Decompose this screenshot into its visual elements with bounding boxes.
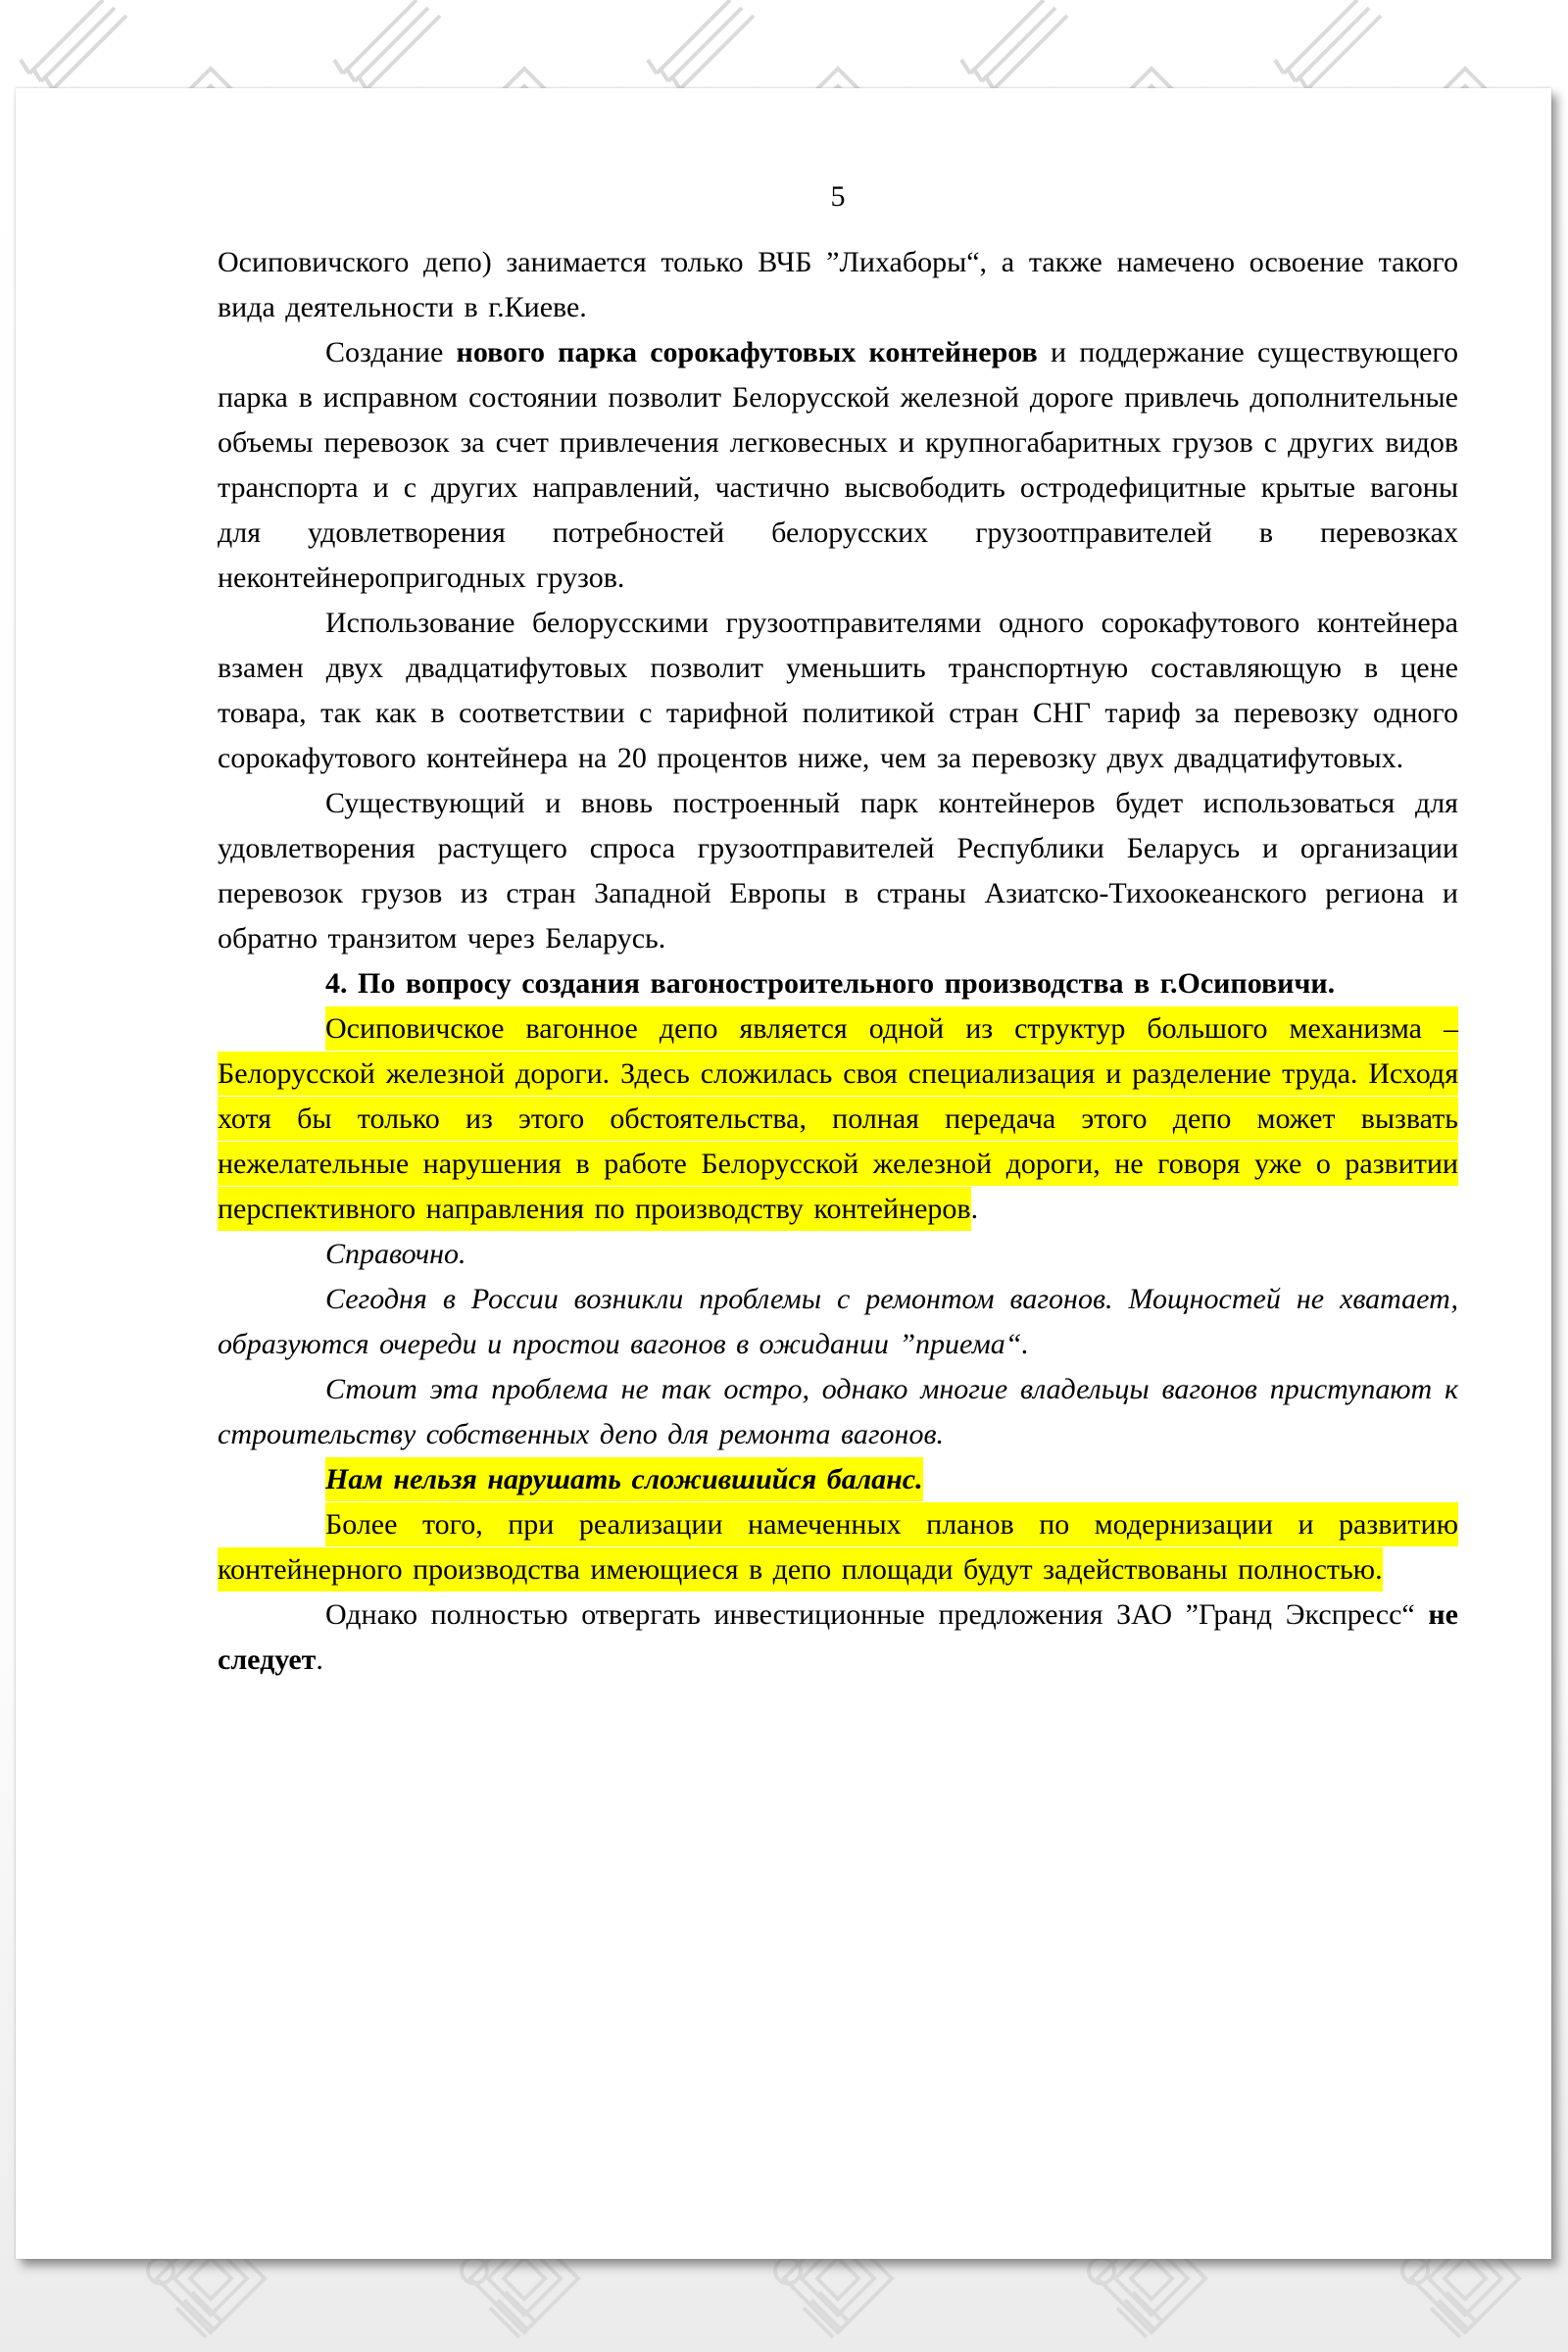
paragraph-5 — [218, 961, 1458, 1006]
paragraph-1 — [218, 240, 1458, 330]
text-run: и поддержание существующего парка в исправном состоянии позволит Белорусской железной дороге привлечь дополнительные объемы перевозок за счет привлечения легковесных и крупногабаритных грузов с других видов транспорта и с других направлений, частично высвободить остродефицитные крытые вагоны для удовлетворения потребностей белорусских грузоотправителей в перевозках неконтейнеропригодных грузов. — [218, 336, 1458, 594]
paragraph-11 — [218, 1502, 1458, 1592]
paragraph-9 — [218, 1367, 1458, 1457]
text-run: 4. По вопросу создания вагоностроительного производства в г.Осиповичи. — [325, 967, 1336, 1000]
paragraph-7 — [218, 1232, 1458, 1277]
document-body — [218, 240, 1458, 1683]
text-run: . — [970, 1193, 979, 1225]
highlighted-text-run: Осиповичское вагонное депо является одной из структур большого механизма – Белорусской железной дороги. Здесь сложилась своя специализация и разделение труда. Исходя хотя бы только из этого обстоятельства, полная передача этого депо может вызвать нежелательные нарушения в работе Белорусской железной дороги, не говоря уже о развитии перспективного направления по производству контейнеров — [218, 1006, 1458, 1231]
text-run: Справочно. — [325, 1238, 466, 1270]
paragraph-3 — [218, 601, 1458, 781]
text-run: Использование белорусскими грузоотправителями одного сорокафутового контейнера взамен двух двадцатифутовых позволит уменьшить транспортную составляющую в цене товара, так как в соответствии с тарифной политикой стран СНГ тариф за перевозку одного сорокафутового контейнера на 20 процентов ниже, чем за перевозку двух двадцатифутовых. — [218, 607, 1458, 774]
paragraph-10 — [218, 1457, 1458, 1502]
text-run: Однако полностью отвергать инвестиционные предложения ЗАО ”Гранд Экспресс“ — [325, 1598, 1429, 1631]
paragraph-2 — [218, 330, 1458, 601]
page-number: 5 — [830, 180, 846, 213]
paragraph-4 — [218, 781, 1458, 961]
highlighted-text-run: Более того, при реализации намеченных планов по модернизации и развитию контейнерного производства имеющиеся в депо площади будут задействованы полностью. — [218, 1502, 1458, 1592]
text-run: не следует — [218, 1598, 1458, 1676]
text-run: нового парка сорокафутовых контейнеров — [456, 336, 1038, 368]
text-run: . — [316, 1643, 323, 1676]
text-run: Сегодня в России возникли проблемы с ремонтом вагонов. Мощностей не хватает, образуются очереди и простои вагонов в ожидании ”приема“. — [218, 1283, 1458, 1360]
highlighted-text-run: Нам нельзя нарушать сложившийся баланс. — [325, 1457, 923, 1501]
text-run: Создание — [325, 336, 457, 368]
text-run: Стоит эта проблема не так остро, однако многие владельцы вагонов приступают к строительству собственных депо для ремонта вагонов. — [218, 1373, 1458, 1450]
document-page — [16, 88, 1551, 2259]
paragraph-12 — [218, 1592, 1458, 1683]
paragraph-8 — [218, 1277, 1458, 1367]
paragraph-6 — [218, 1006, 1458, 1232]
text-run: Осиповичского депо) занимается только ВЧБ ”Лихаборы“, а также намечено освоение такого вида деятельности в г.Киеве. — [218, 246, 1458, 323]
text-run: Существующий и вновь построенный парк контейнеров будет использоваться для удовлетворения растущего спроса грузоотправителей Республики Беларусь и организации перевозок грузов из стран Западной Европы в страны Азиатско-Тихоокеанского региона и обратно транзитом через Беларусь. — [218, 787, 1458, 955]
